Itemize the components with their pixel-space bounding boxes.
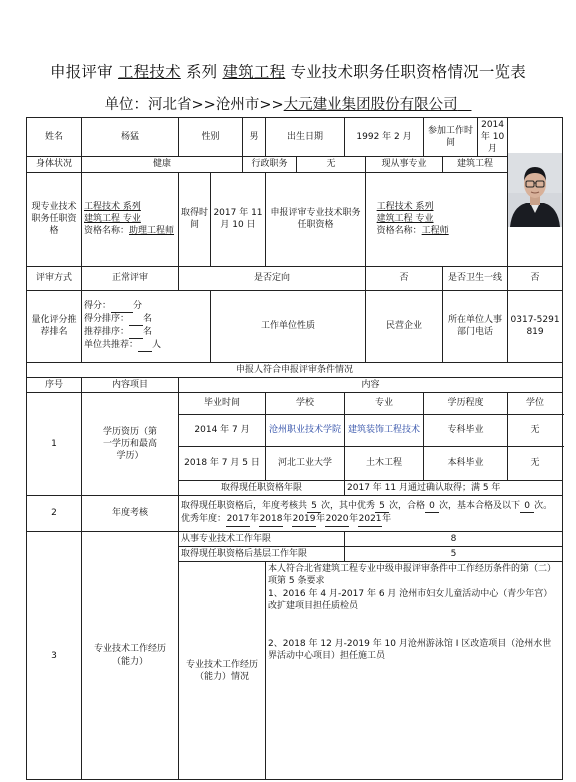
experience-sub-label: 专业技术工作经历（能力）情况 <box>179 562 266 780</box>
person-photo-icon <box>508 153 562 227</box>
grassroots-years-row: 取得现任职资格后基层工作年限 5 <box>27 547 563 562</box>
obtain-time-value: 2017 年 11 月 10 日 <box>211 172 266 266</box>
apply-qualification-detail: 工程技术 系列 建筑工程 专业 资格名称：工程师 <box>366 172 508 266</box>
experience-detail: 本人符合北省建筑工程专业中级申报评审条件中工作经历条件的第（二）项第 5 条要求 1、2016 年 4 月-2017 年 6 月 沧州市妇女儿童活动中心（青少年宫）改扩建项目担任质检员 2、2018 年 12 月-2019 年 10 月沧州游泳馆 I 区改造项目（沧州水世界活动中心项目）担任施工员 <box>266 562 563 780</box>
unit-nature-value: 民营企业 <box>366 290 443 362</box>
edu-header-row: 1 学历资历（第一学历和最高学历） 毕业时间 学校 专业 学历程度 学位 <box>27 392 563 414</box>
current-qualification-row: 现专业技术职务任职资格 工程技术 系列 建筑工程 专业 资格名称：助理工程师 取得时间 2017 年 11 月 10 日 申报评审专业技术职务任职资格 工程技术 系列 建筑工程 专业 资格名称：工程师 <box>27 172 563 266</box>
unit-line: 单位：河北省>>沧州市>>大元建业集团股份有限公司 <box>104 97 458 113</box>
review-method-value: 正常评审 <box>82 266 179 290</box>
edu-row-2: 2018 年 7 月 5 日 河北工业大学 土木工程 本科毕业 无 <box>27 446 563 480</box>
score-ranking-block: 得分： 分 得分排序： 名 推荐排序： 名 单位共推荐： 人 <box>82 290 211 362</box>
quant-score-row: 量化评分推荐排名 得分： 分 得分排序： 名 推荐排序： 名 单位共推荐： 人 工作单位性质 民营企业 所在单位人事部门电话 0317-5291819 <box>27 290 563 362</box>
hr-phone-value: 0317-5291819 <box>508 290 563 362</box>
directed-value: 否 <box>366 266 443 290</box>
annual-assessment-content: 取得现任职资格后，年度考核共 5 次，其中优秀 5 次，合格 0 次，基本合格及以下 0 次。优秀年度：2017年2018年2019年2020年2021年 <box>179 495 563 531</box>
grassroots-years-value: 5 <box>345 547 563 562</box>
work-start-value: 2014 年 10 月 <box>478 118 508 157</box>
edu-years-row: 取得现任职资格年限 2017 年 11 月通过确认取得；满 5 年 <box>27 480 563 495</box>
conditions-header-row: 序号 内容项目 内容 <box>27 377 563 392</box>
edu-item-label: 学历资历（第一学历和最高学历） <box>82 392 179 495</box>
current-major-value: 建筑工程 <box>443 157 508 172</box>
annual-assessment-row: 2 年度考核 取得现任职资格后，年度考核共 5 次，其中优秀 5 次，合格 0 次，基本合格及以下 0 次。优秀年度：2017年2018年2019年2020年2021年 <box>27 495 563 531</box>
qualification-table <box>26 117 563 780</box>
unit-name: 大元建业集团股份有限公司 <box>283 97 458 113</box>
work-years-row: 3 专业技术工作经历（能力） 从事专业技术工作年限 8 <box>27 531 563 546</box>
frontline-value: 否 <box>508 266 563 290</box>
ability-item-label: 专业技术工作经历（能力） <box>82 531 179 779</box>
basic-info-row: 姓名 杨猛 性别 男 出生日期 1992 年 2 月 参加工作时间 2014 年 10 月 <box>27 118 563 157</box>
edu-years-value: 2017 年 11 月通过确认取得；满 5 年 <box>345 480 563 495</box>
conditions-section-row <box>27 362 563 377</box>
work-years-value: 8 <box>345 531 563 546</box>
id-photo <box>508 118 563 267</box>
edu-row-1: 2014 年 7 月 沧州职业技术学院 建筑装饰工程技术 专科毕业 无 <box>27 414 563 446</box>
annual-item-label: 年度考核 <box>82 495 179 531</box>
form-title: 申报评审 工程技术 系列 建筑工程 专业技术职务任职资格情况一览表 <box>50 63 526 81</box>
review-method-row: 评审方式 正常评审 是否定向 否 是否卫生一线 否 <box>27 266 563 290</box>
admin-value: 无 <box>297 157 366 172</box>
health-value: 健康 <box>82 157 243 172</box>
conditions-section-title: 申报人符合申报评审条件情况 <box>27 362 563 377</box>
birth-value: 1992 年 2 月 <box>345 118 424 157</box>
current-qualification-detail: 工程技术 系列 建筑工程 专业 资格名称：助理工程师 <box>82 172 179 266</box>
gender-value: 男 <box>243 118 266 157</box>
health-row: 身体状况 健康 行政职务 无 现从事专业 建筑工程 <box>27 157 563 172</box>
name-value: 杨猛 <box>82 118 179 157</box>
